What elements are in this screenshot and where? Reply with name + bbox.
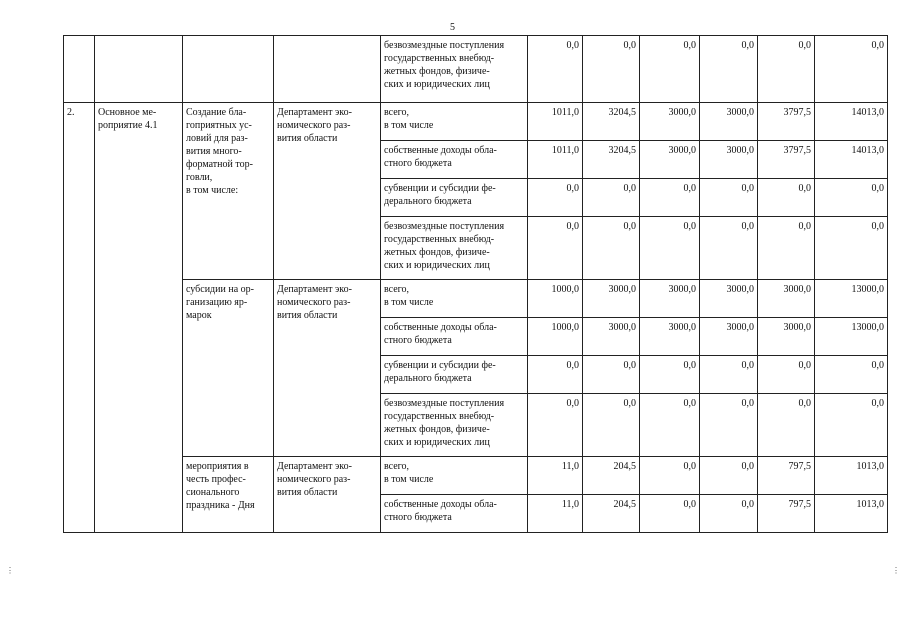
item-number-cell xyxy=(64,36,95,103)
value-cell: 0,0 xyxy=(583,394,640,457)
executor-cell: Департамент эко- номического раз- вития области xyxy=(274,103,381,280)
value-cell: 0,0 xyxy=(640,179,700,217)
value-cell: 1011,0 xyxy=(528,103,583,141)
value-cell: 0,0 xyxy=(640,356,700,394)
value-cell: 0,0 xyxy=(700,457,758,495)
value-cell: 0,0 xyxy=(700,394,758,457)
value-cell: 0,0 xyxy=(640,394,700,457)
value-cell: 3000,0 xyxy=(583,318,640,356)
value-cell: 0,0 xyxy=(583,217,640,280)
funding-source-cell: всего, в том числе xyxy=(381,280,528,318)
value-cell: 204,5 xyxy=(583,495,640,533)
value-cell: 11,0 xyxy=(528,457,583,495)
value-cell: 0,0 xyxy=(640,217,700,280)
value-cell: 1000,0 xyxy=(528,280,583,318)
value-cell: 0,0 xyxy=(700,356,758,394)
value-cell: 0,0 xyxy=(583,179,640,217)
value-cell: 0,0 xyxy=(528,36,583,103)
value-cell: 1013,0 xyxy=(815,495,888,533)
funding-source-cell: всего, в том числе xyxy=(381,103,528,141)
value-cell: 3204,5 xyxy=(583,141,640,179)
value-cell: 0,0 xyxy=(700,495,758,533)
table-row xyxy=(64,457,888,495)
value-cell: 0,0 xyxy=(758,356,815,394)
executor-cell: Департамент эко- номического раз- вития области xyxy=(274,457,381,533)
funding-source-cell: всего, в том числе xyxy=(381,457,528,495)
value-cell: 3000,0 xyxy=(700,141,758,179)
activity-cell: субсидии на ор- ганизацию яр- марок xyxy=(183,280,274,457)
value-cell: 0,0 xyxy=(758,217,815,280)
value-cell: 0,0 xyxy=(815,179,888,217)
value-cell: 0,0 xyxy=(583,36,640,103)
value-cell: 11,0 xyxy=(528,495,583,533)
item-number-cell: 2. xyxy=(64,103,95,533)
value-cell: 3797,5 xyxy=(758,103,815,141)
value-cell: 797,5 xyxy=(758,495,815,533)
value-cell: 0,0 xyxy=(758,179,815,217)
budget-table xyxy=(63,35,888,533)
value-cell: 3000,0 xyxy=(758,280,815,318)
value-cell: 0,0 xyxy=(528,217,583,280)
value-cell: 1013,0 xyxy=(815,457,888,495)
page-number: 5 xyxy=(450,22,455,33)
funding-source-cell: безвозмездные поступления государственных внебюд- жетных фондов, физиче- ских и юридических лиц xyxy=(381,36,528,103)
funding-source-cell: субвенции и субсидии фе- дерального бюджета xyxy=(381,356,528,394)
activity-cell: мероприятия в честь профес- сионального праздника - Дня xyxy=(183,457,274,533)
table-row xyxy=(64,103,888,141)
value-cell: 1000,0 xyxy=(528,318,583,356)
value-cell: 3000,0 xyxy=(700,318,758,356)
table-row xyxy=(64,280,888,318)
value-cell: 797,5 xyxy=(758,457,815,495)
value-cell: 3000,0 xyxy=(700,280,758,318)
scan-mark: ⋮ xyxy=(6,566,14,575)
value-cell: 0,0 xyxy=(528,356,583,394)
funding-source-cell: собственные доходы обла- стного бюджета xyxy=(381,318,528,356)
funding-source-cell: безвозмездные поступления государственных внебюд- жетных фондов, физиче- ских и юридических лиц xyxy=(381,217,528,280)
value-cell: 0,0 xyxy=(528,179,583,217)
value-cell: 0,0 xyxy=(583,356,640,394)
value-cell: 3000,0 xyxy=(640,318,700,356)
value-cell: 0,0 xyxy=(758,394,815,457)
value-cell: 0,0 xyxy=(758,36,815,103)
value-cell: 0,0 xyxy=(640,457,700,495)
value-cell: 3797,5 xyxy=(758,141,815,179)
value-cell: 0,0 xyxy=(700,179,758,217)
value-cell: 3000,0 xyxy=(640,280,700,318)
value-cell: 0,0 xyxy=(640,495,700,533)
activity-cell xyxy=(183,36,274,103)
value-cell: 0,0 xyxy=(528,394,583,457)
value-cell: 0,0 xyxy=(640,36,700,103)
funding-source-cell: безвозмездные поступления государственных внебюд- жетных фондов, физиче- ских и юридических лиц xyxy=(381,394,528,457)
value-cell: 0,0 xyxy=(700,36,758,103)
value-cell: 0,0 xyxy=(815,217,888,280)
value-cell: 204,5 xyxy=(583,457,640,495)
value-cell: 0,0 xyxy=(815,36,888,103)
table-row xyxy=(64,36,888,103)
executor-cell: Департамент эко- номического раз- вития области xyxy=(274,280,381,457)
value-cell: 3000,0 xyxy=(640,103,700,141)
funding-source-cell: собственные доходы обла- стного бюджета xyxy=(381,141,528,179)
value-cell: 14013,0 xyxy=(815,141,888,179)
value-cell: 13000,0 xyxy=(815,280,888,318)
scan-mark: ⋮ xyxy=(892,566,900,575)
value-cell: 3000,0 xyxy=(758,318,815,356)
value-cell: 1011,0 xyxy=(528,141,583,179)
value-cell: 13000,0 xyxy=(815,318,888,356)
value-cell: 0,0 xyxy=(815,356,888,394)
activity-cell: Создание бла- гоприятных ус- ловий для раз- вития много- форматной тор- говли, в том числе: xyxy=(183,103,274,280)
value-cell: 3000,0 xyxy=(640,141,700,179)
item-name-cell: Основное ме- роприятие 4.1 xyxy=(95,103,183,533)
value-cell: 0,0 xyxy=(815,394,888,457)
budget-table-body xyxy=(64,36,888,533)
funding-source-cell: собственные доходы обла- стного бюджета xyxy=(381,495,528,533)
executor-cell xyxy=(274,36,381,103)
value-cell: 3000,0 xyxy=(700,103,758,141)
value-cell: 3204,5 xyxy=(583,103,640,141)
value-cell: 0,0 xyxy=(700,217,758,280)
value-cell: 3000,0 xyxy=(583,280,640,318)
item-name-cell xyxy=(95,36,183,103)
value-cell: 14013,0 xyxy=(815,103,888,141)
funding-source-cell: субвенции и субсидии фе- дерального бюджета xyxy=(381,179,528,217)
